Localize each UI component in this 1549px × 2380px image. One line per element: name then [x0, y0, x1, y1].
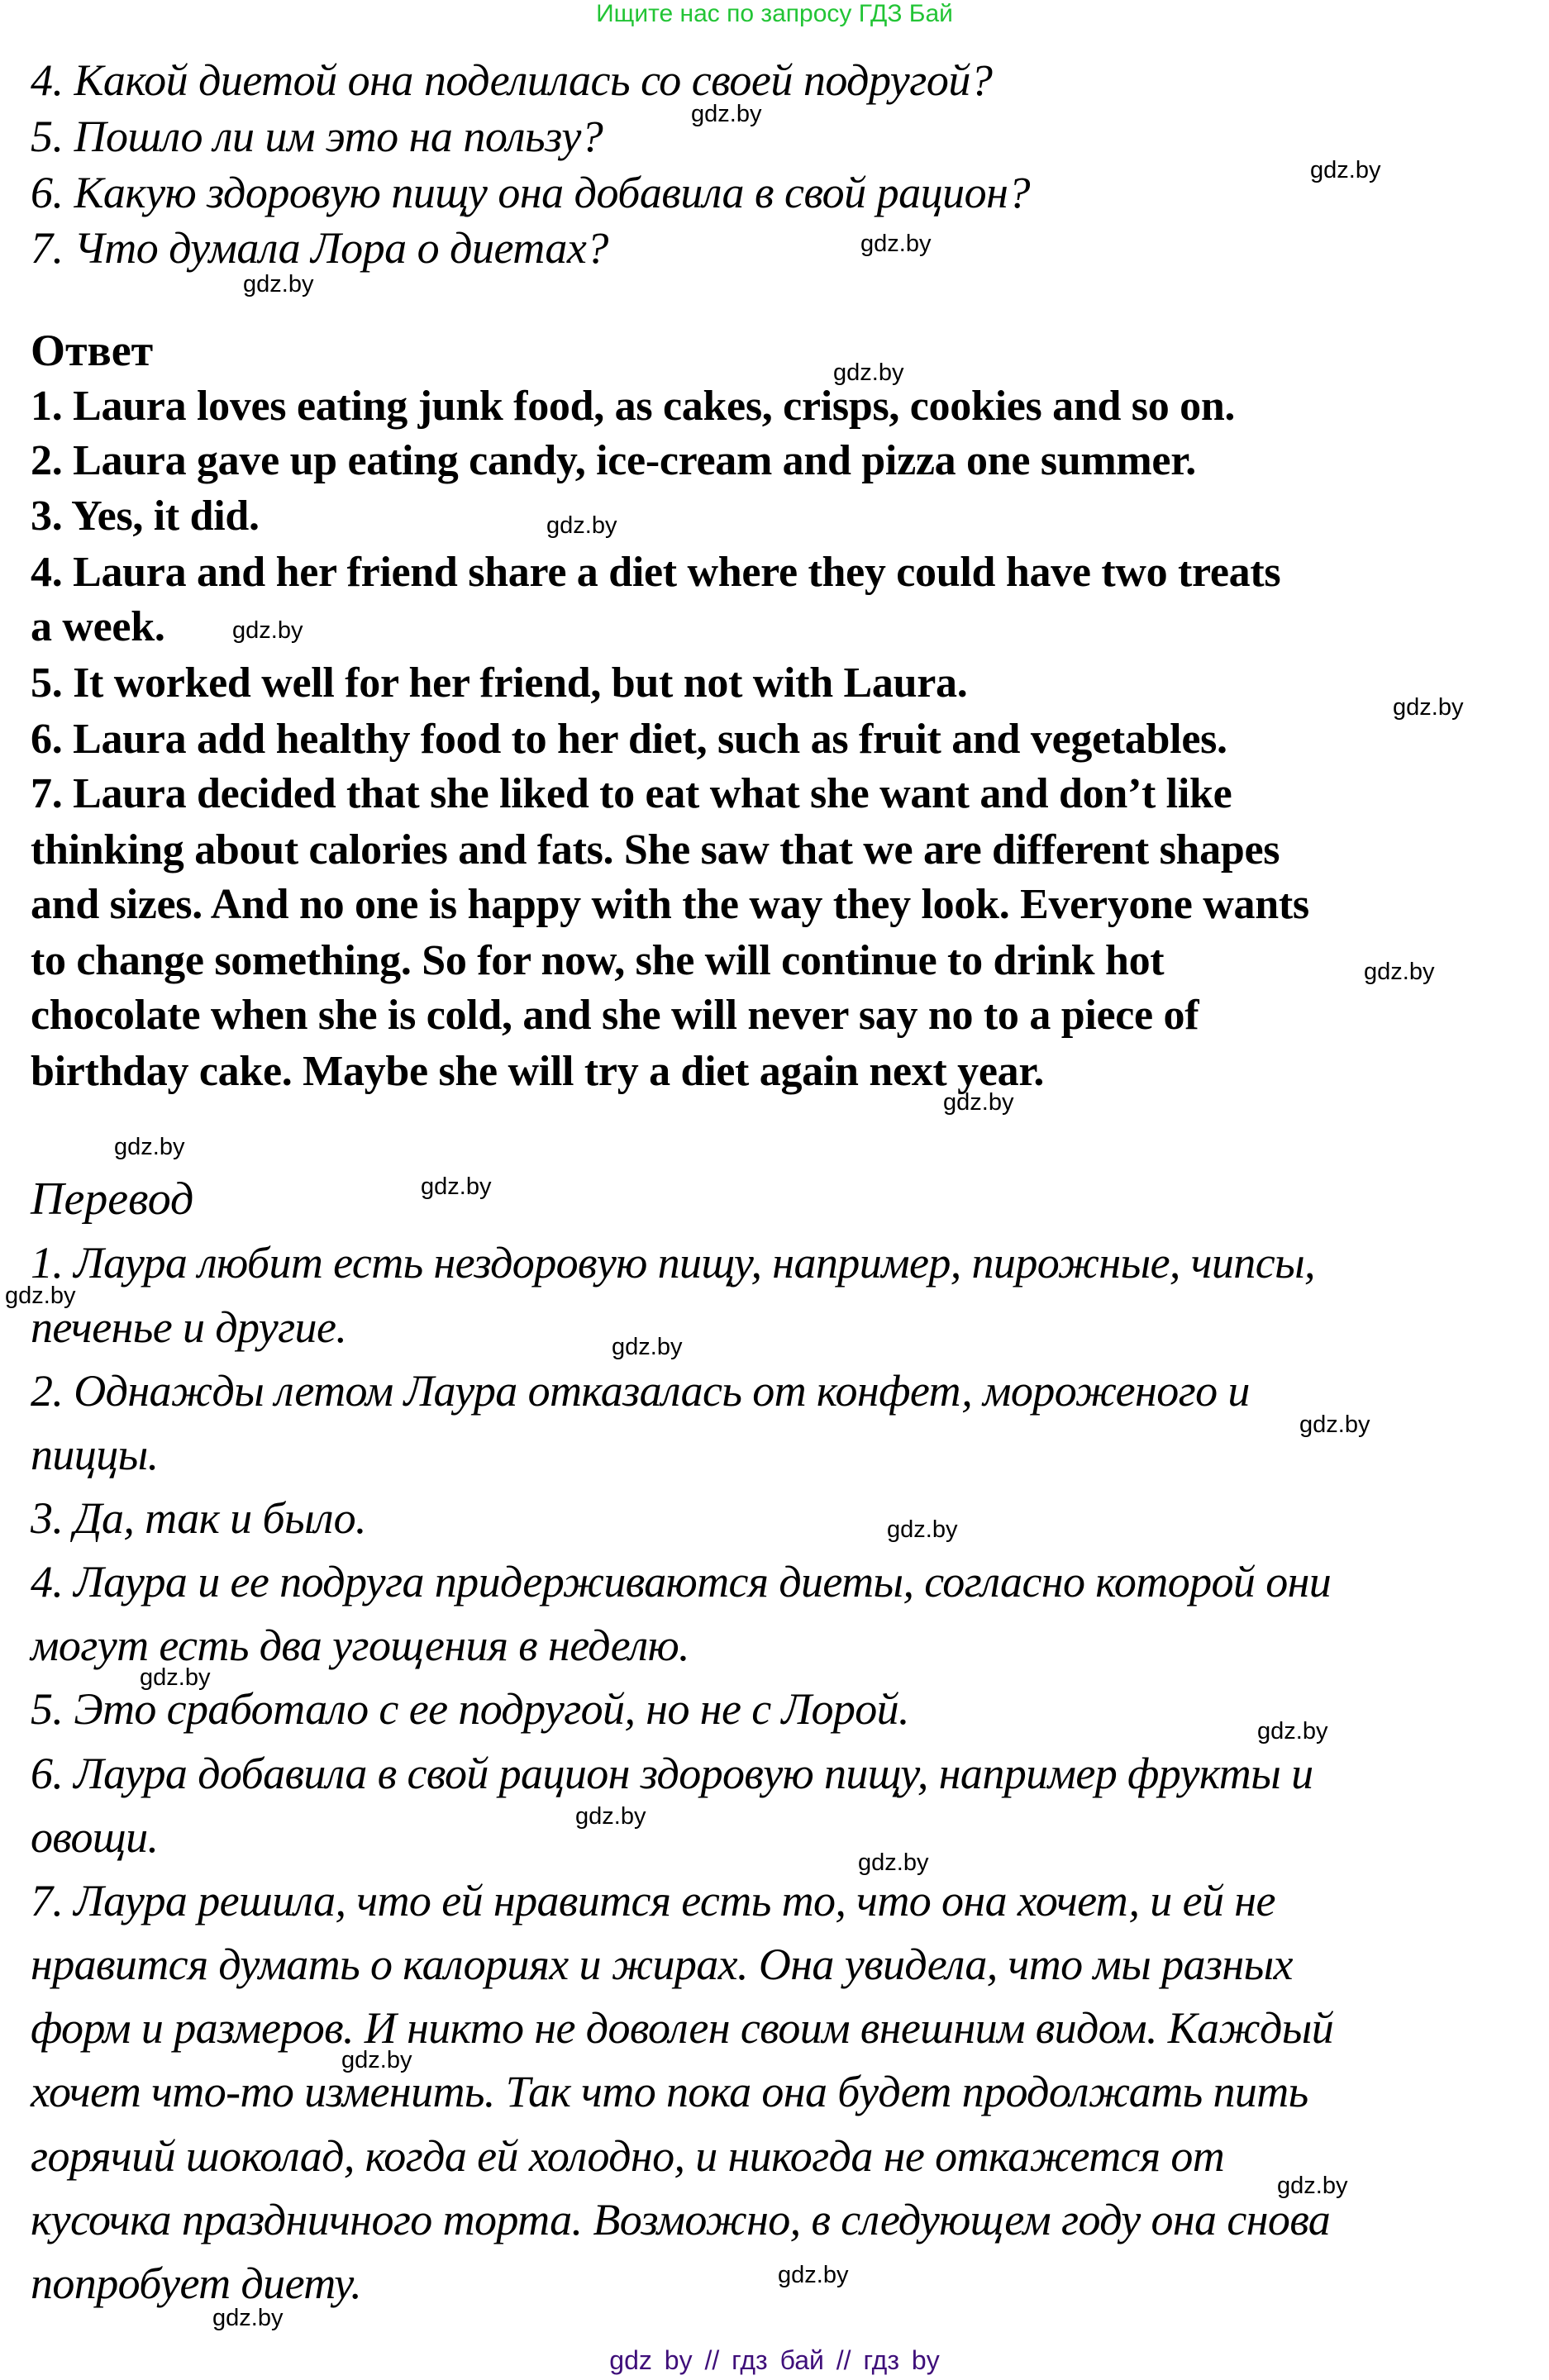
answer-line: chocolate when she is cold, and she will never say no to a piece of [31, 992, 1199, 1039]
watermark: gdz.by [778, 2262, 849, 2288]
answer-line: to change something. So for now, she will continue to drink hot [31, 937, 1165, 984]
translation-line: овощи. [31, 1812, 159, 1862]
watermark: gdz.by [575, 1803, 646, 1830]
translation-line: 7. Лаура решила, что ей нравится есть то, что она хочет, и ей не [31, 1876, 1275, 1925]
watermark: gdz.by [232, 617, 303, 644]
watermark: gdz.by [5, 1283, 76, 1309]
watermark: gdz.by [1310, 157, 1381, 183]
question-line: 5. Пошло ли им это на пользу? [31, 112, 603, 161]
question-line: 4. Какой диетой она поделилась со своей подругой? [31, 55, 993, 105]
translation-line: 6. Лаура добавила в свой рацион здоровую пищу, например фрукты и [31, 1749, 1313, 1798]
translation-line: 1. Лаура любит есть нездоровую пищу, например, пирожные, чипсы, [31, 1238, 1315, 1288]
translation-line: 3. Да, так и было. [31, 1493, 366, 1543]
translation-line: 4. Лаура и ее подруга придерживаются диеты, согласно которой они [31, 1557, 1332, 1606]
question-line: 6. Какую здоровую пищу она добавила в свой рацион? [31, 168, 1030, 217]
translation-line: нравится думать о калориях и жирах. Она увидела, что мы разных [31, 1940, 1293, 1989]
watermark: gdz.by [691, 101, 762, 127]
watermark: gdz.by [1299, 1411, 1370, 1438]
watermark: gdz.by [114, 1134, 185, 1160]
watermark: gdz.by [421, 1173, 492, 1200]
answer-line: 1. Laura loves eating junk food, as cakes, crisps, cookies and so on. [31, 383, 1236, 430]
translation-line: 5. Это сработало с ее подругой, но не с Лорой. [31, 1684, 909, 1734]
watermark: gdz.by [140, 1664, 211, 1691]
answer-line: 3. Yes, it did. [31, 493, 260, 540]
watermark: gdz.by [858, 1849, 929, 1876]
translation-heading: Перевод [31, 1173, 194, 1225]
translation-line: пиццы. [31, 1430, 159, 1479]
watermark: gdz.by [1364, 959, 1435, 985]
translation-line: 2. Однажды летом Лаура отказалась от конфет, мороженого и [31, 1366, 1250, 1416]
watermark: gdz.by [212, 2305, 284, 2331]
watermark: gdz.by [341, 2047, 412, 2073]
answer-line: 5. It worked well for her friend, but not with Laura. [31, 659, 968, 707]
watermark: gdz.by [612, 1334, 683, 1360]
watermark: gdz.by [943, 1089, 1014, 1116]
answer-line: birthday cake. Maybe she will try a diet again next year. [31, 1048, 1045, 1095]
translation-line: печенье и другие. [31, 1302, 347, 1352]
answer-line: 6. Laura add healthy food to her diet, such as fruit and vegetables. [31, 716, 1227, 763]
watermark: gdz.by [833, 359, 904, 386]
watermark: gdz.by [860, 231, 932, 257]
watermark: gdz.by [243, 271, 314, 298]
question-line: 7. Что думала Лора о диетах? [31, 223, 608, 273]
translation-line: кусочка праздничного торта. Возможно, в следующем году она снова [31, 2195, 1331, 2244]
watermark: gdz.by [887, 1516, 958, 1543]
answer-line: and sizes. And no one is happy with the way they look. Everyone wants [31, 881, 1309, 928]
translation-line: форм и размеров. И никто не доволен своим внешним видом. Каждый [31, 2003, 1334, 2053]
answer-line: 7. Laura decided that she liked to eat what she want and don’t like [31, 770, 1232, 817]
watermark: gdz.by [546, 512, 617, 539]
translation-line: горячий шоколад, когда ей холодно, и никогда не откажется от [31, 2131, 1225, 2181]
answer-line: a week. [31, 603, 165, 650]
translation-line: могут есть два угощения в неделю. [31, 1621, 689, 1670]
answer-line: 2. Laura gave up eating candy, ice-cream and pizza one summer. [31, 437, 1196, 484]
translation-line: попробует диету. [31, 2259, 362, 2308]
watermark: gdz.by [1393, 694, 1464, 721]
answer-line: thinking about calories and fats. She saw that we are different shapes [31, 826, 1280, 873]
footer-links[interactable]: gdz by // гдз бай // гдз by [609, 2345, 940, 2375]
watermark: gdz.by [1277, 2173, 1348, 2199]
answer-line: 4. Laura and her friend share a diet where they could have two treats [31, 549, 1281, 596]
translation-line: хочет что-то изменить. Так что пока она будет продолжать пить [31, 2067, 1308, 2116]
answer-heading: Ответ [31, 326, 154, 375]
watermark: gdz.by [1257, 1718, 1328, 1745]
site-banner: Ищите нас по запросу ГДЗ Бай [596, 0, 953, 27]
